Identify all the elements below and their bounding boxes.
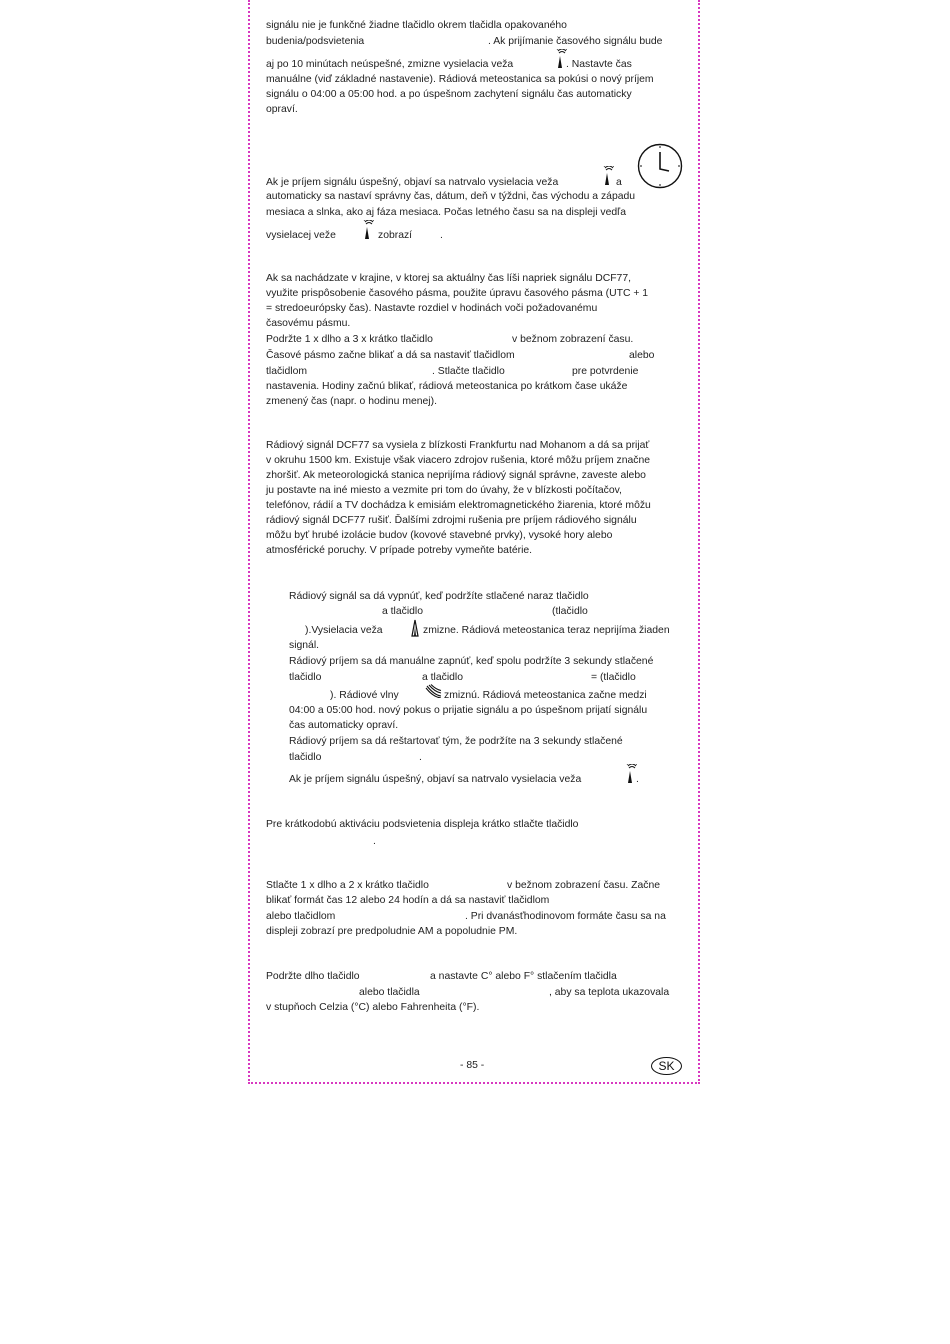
text-line: ).Vysielacia veža: [305, 625, 383, 636]
text-line: Rádiový signál sa dá vypnúť, keď podržíte stlačené naraz tlačidlo: [289, 591, 589, 602]
text-line: v okruhu 1500 km. Existuje však viacero zdrojov rušenia, ktoré môžu príjem značne: [266, 455, 651, 466]
text-line: využite prispôsobenie časového pásma, použite úpravu časového pásma (UTC + 1: [266, 288, 649, 299]
text-line: ju postavte na iné miesto a vezmite pri tom do úvahy, že v blízkosti počítačov,: [266, 485, 622, 496]
waves-icon: [425, 684, 443, 698]
text-line: pre potvrdenie: [572, 366, 639, 377]
text-line: zmiznú. Rádiová meteostanica začne medzi: [444, 690, 647, 701]
text-line: . Pri dvanásťhodinovom formáte času sa na: [465, 911, 666, 922]
text-line: a tlačidlo: [382, 606, 424, 617]
text-line: v bežnom zobrazení času. Začne: [507, 880, 661, 891]
text-line: signál.: [289, 640, 320, 651]
text-line: budenia/podsvietenia: [266, 36, 365, 47]
text-line: aj po 10 minútach neúspešné, zmizne vysielacia veža: [266, 59, 514, 70]
text-line: displeji zobrazí pre predpoludnie AM a popoludnie PM.: [266, 926, 518, 937]
text-line: ). Rádiové vlny: [330, 690, 399, 701]
text-line: zmenený čas (napr. o hodinu menej).: [266, 396, 437, 407]
text-line: = (tlačidlo: [591, 672, 636, 683]
text-line: atmosférické poruchy. V prípade potreby vymeňte batérie.: [266, 545, 533, 556]
text-line: alebo tlačidla: [359, 987, 420, 998]
text-line: a nastavte C° alebo F° stlačením tlačidla: [430, 971, 617, 982]
text-line: rádiový signál DCF77 rušiť. Ďalšími zdrojmi rušenia pre príjem rádiového signálu: [266, 515, 637, 526]
tower-icon: [553, 49, 567, 69]
text-line: .: [636, 774, 639, 785]
text-line: opraví.: [266, 104, 298, 115]
text-line: .: [373, 836, 376, 847]
language-badge-label: SK: [658, 1059, 675, 1073]
text-line: čas automaticky opraví.: [289, 720, 399, 731]
text-line: .: [440, 230, 443, 241]
text-line: v bežnom zobrazení času.: [512, 334, 634, 345]
text-line: zhoršiť. Ak meteorologická stanica neprijíma rádiový signál správne, zaveste alebo: [266, 470, 646, 481]
text-line: mesiaca a slnka, ako aj fáza mesiaca. Počas letného času sa na displeji vedľa: [266, 207, 626, 218]
text-line: . Ak prijímanie časového signálu bude: [488, 36, 663, 47]
text-line: a: [616, 177, 622, 188]
text-line: Rádiový príjem sa dá manuálne zapnúť, keď spolu podržíte 3 sekundy stlačené: [289, 656, 654, 667]
text-line: (tlačidlo: [552, 606, 588, 617]
text-line: automaticky sa nastaví správny čas, dátum, deň v týždni, čas východu a západu: [266, 191, 636, 202]
tower-icon: [623, 764, 637, 784]
text-line: Rádiový príjem sa dá reštartovať tým, že podržíte na 3 sekundy stlačené: [289, 736, 623, 747]
text-line: . Nastavte čas: [566, 59, 632, 70]
text-line: Stlačte 1 x dlho a 2 x krátko tlačidlo: [266, 880, 429, 891]
clock-icon: [637, 143, 683, 189]
text-line: . Stlačte tlačidlo: [432, 366, 505, 377]
text-line: tlačidlom: [266, 366, 307, 377]
text-line: vysielacej veže: [266, 230, 336, 241]
text-line: Ak je príjem signálu úspešný, objaví sa natrvalo vysielacia veža: [266, 177, 559, 188]
text-line: = stredoeurópsky čas). Nastavte rozdiel v hodinách voči požadovanému: [266, 303, 598, 314]
tower-icon: [409, 619, 421, 637]
text-line: zmizne. Rádiová meteostanica teraz neprijíma žiaden: [423, 625, 670, 636]
text-line: Podržte dlho tlačidlo: [266, 971, 360, 982]
page-number: - 85 -: [460, 1060, 485, 1071]
text-line: tlačidlo: [289, 752, 322, 763]
text-line: telefónov, rádií a TV dochádza k emisiám elektromagnetického žiarenia, ktoré môžu: [266, 500, 651, 511]
text-line: 04:00 a 05:00 hod. nový pokus o prijatie signálu a po úspešnom prijatí signálu: [289, 705, 648, 716]
text-line: Ak je príjem signálu úspešný, objaví sa natrvalo vysielacia veža: [289, 774, 582, 785]
text-line: môžu byť hrubé izolácie budov (kovové stavebné prvky), vysoké hory alebo: [266, 530, 613, 541]
text-line: nastavenia. Hodiny začnú blikať, rádiová meteostanica po krátkom čase ukáže: [266, 381, 628, 392]
text-line: tlačidlo: [289, 672, 322, 683]
text-line: Ak sa nachádzate v krajine, v ktorej sa aktuálny čas líši napriek signálu DCF77,: [266, 273, 632, 284]
text-line: manuálne (viď základné nastavenie). Rádiová meteostanica sa pokúsi o nový príjem: [266, 74, 654, 85]
tower-icon: [600, 166, 614, 186]
text-line: alebo: [629, 350, 655, 361]
text-line: , aby sa teplota ukazovala: [549, 987, 670, 998]
language-badge: [651, 1057, 682, 1075]
text-line: Časové pásmo začne blikať a dá sa nastaviť tlačidlom: [266, 350, 515, 361]
text-line: blikať formát čas 12 alebo 24 hodín a dá sa nastaviť tlačidlom: [266, 895, 550, 906]
text-line: v stupňoch Celzia (°C) alebo Fahrenheita (°F).: [266, 1002, 480, 1013]
text-line: zobrazí: [378, 230, 413, 241]
tower-icon: [360, 220, 374, 240]
text-line: Rádiový signál DCF77 sa vysiela z blízkosti Frankfurtu nad Mohanom a dá sa prijať: [266, 440, 650, 451]
text-line: a tlačidlo: [422, 672, 464, 683]
text-line: signálu o 04:00 a 05:00 hod. a po úspešnom zachytení signálu čas automaticky: [266, 89, 632, 100]
text-line: .: [419, 752, 422, 763]
text-line: Pre krátkodobú aktiváciu podsvietenia displeja krátko stlačte tlačidlo: [266, 819, 579, 830]
text-line: časovému pásmu.: [266, 318, 351, 329]
text-line: alebo tlačidlom: [266, 911, 336, 922]
text-line: signálu nie je funkčné žiadne tlačidlo okrem tlačidla opakovaného: [266, 20, 567, 31]
text-line: Podržte 1 x dlho a 3 x krátko tlačidlo: [266, 334, 433, 345]
